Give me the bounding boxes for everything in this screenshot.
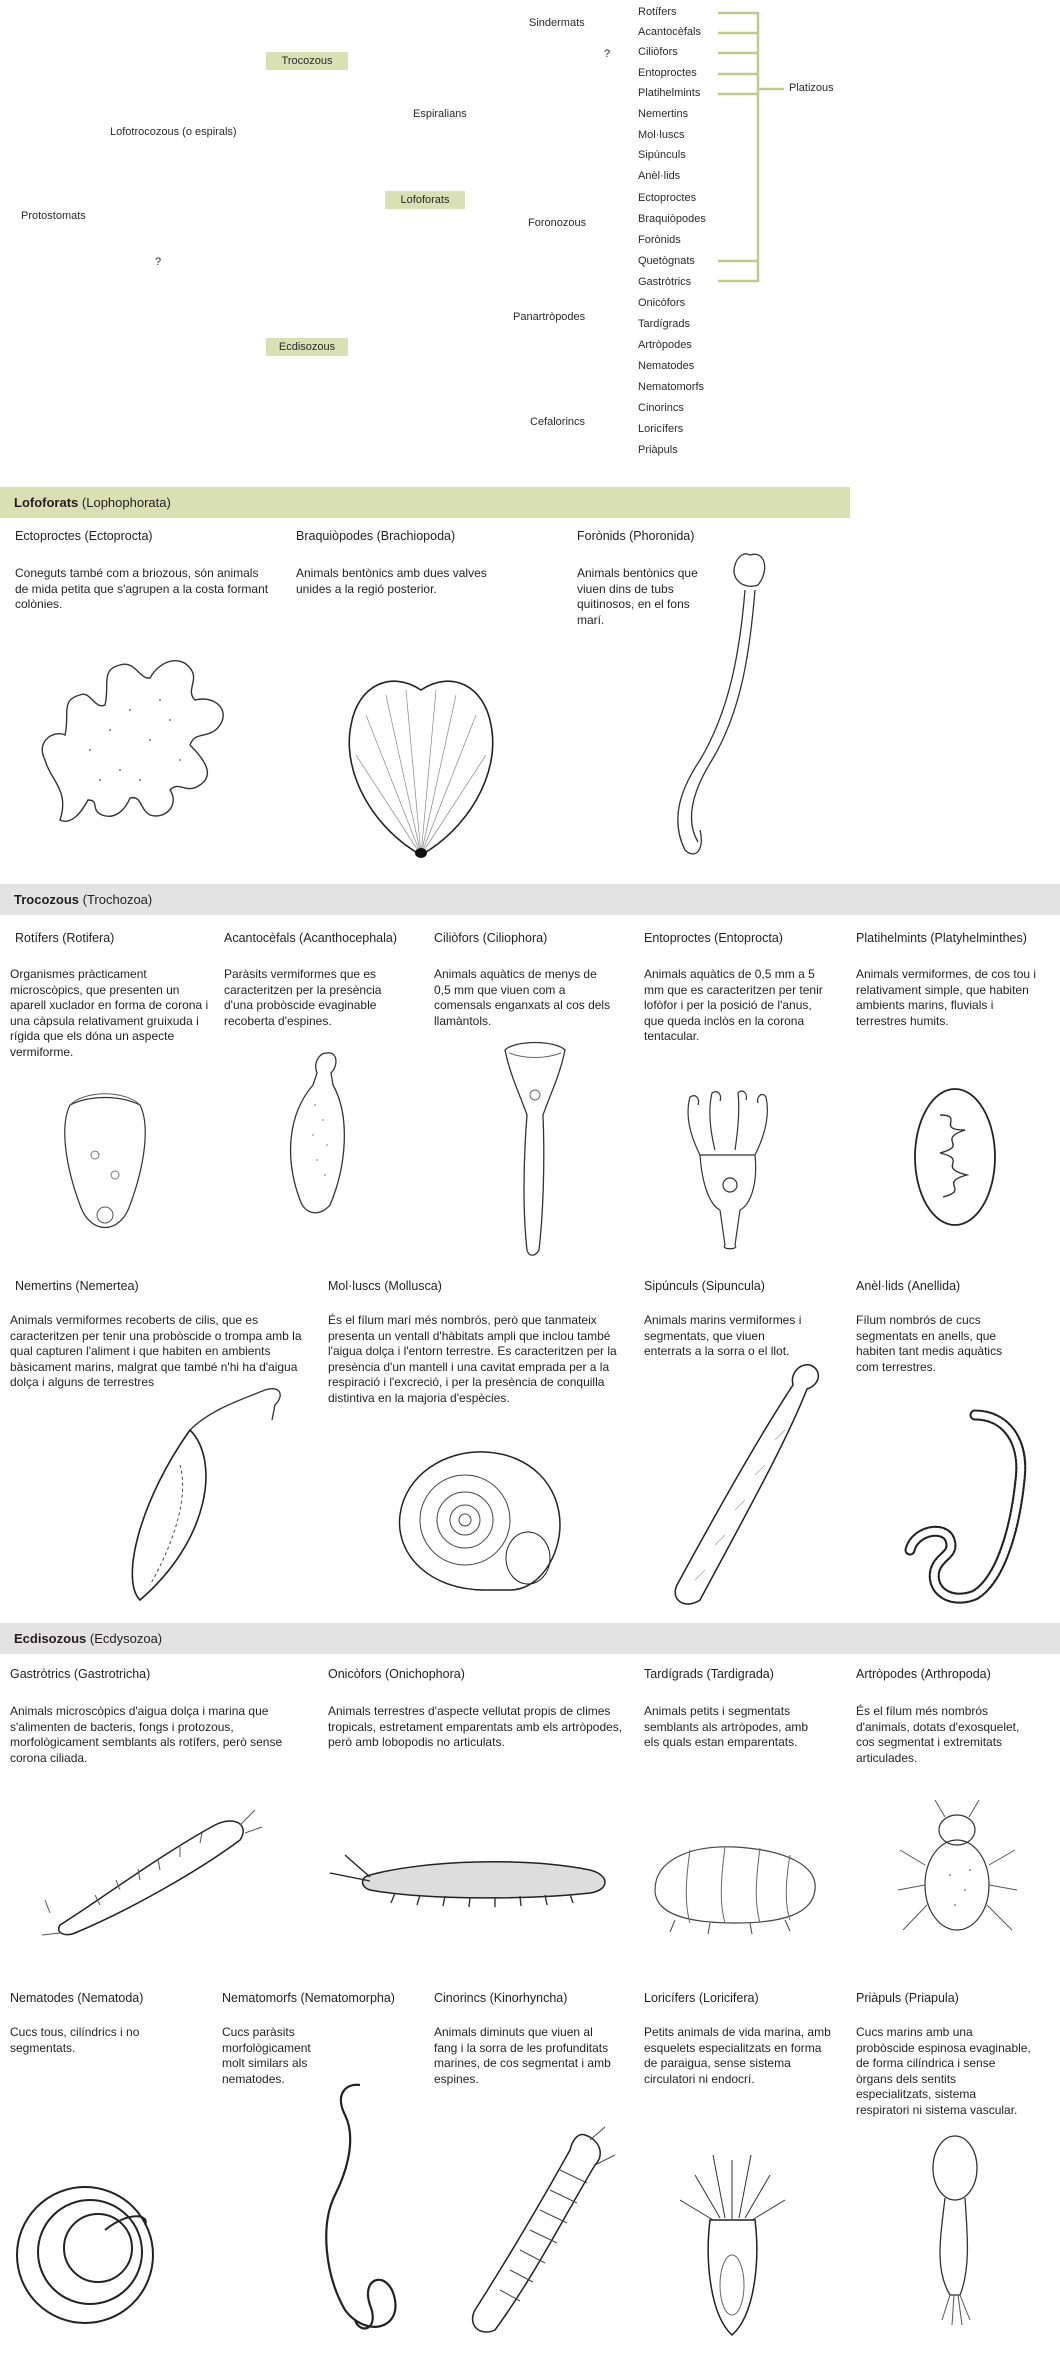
phylum-label: Artròpodes (638, 339, 692, 351)
species-title: Nemertins (Nemertea) (15, 1279, 139, 1293)
species-description: Animals terrestres d'aspecte vellutat propis de climes tropicals, estretament emparentats amb els artròpodes, però amb lobopodis no articulats. (328, 1704, 623, 1749)
species-title: Nematodes (Nematoda) (10, 1991, 144, 2005)
species-description: Paràsits vermiformes que es caracteritzen per la presència d'una probòscide evaginable recoberta d'espines. (224, 967, 382, 1028)
tardigrade-illustration (640, 1835, 830, 1935)
phylum-label: Mol·luscs (638, 129, 685, 141)
species-title: Sipúnculs (Sipuncula) (644, 1279, 765, 1293)
phylum-label: Entoproctes (638, 67, 697, 79)
node-protostomats: Protostomats (21, 210, 86, 222)
horsehair-worm-illustration (315, 2075, 415, 2340)
node-platizous: Platizous (789, 82, 834, 94)
phylum-label: Nematomorfs (638, 381, 705, 393)
species-description: Fílum nombrós de cucs segmentats en anells, que habiten tant medis aquàtics com terrestres. (856, 1313, 1003, 1374)
species-description: Cucs marins amb una probòscide espinosa evaginable, de forma cilíndrica i sense òrgans dels sentits especialitzats, sistema respiratori ni sistema vascular. (856, 2025, 1031, 2117)
node-trocozous: Trocozous (266, 52, 348, 70)
species-description: Animals vermiformes, de cos tou i relativament simple, que habiten ambients marins, fluvials i terrestres humits. (856, 967, 1037, 1028)
tree-question-mark: ? (155, 256, 162, 268)
species-description: Petits animals de vida marina, amb esquelets especialitzats en forma de paraigua, sense sistema circulatori ni endocrí. (644, 2025, 831, 2086)
node-panartropodes: Panartròpodes (513, 311, 586, 323)
species-title: Acantocèfals (Acanthocephala) (224, 931, 398, 945)
flatworm-illustration (905, 1085, 1005, 1230)
gastrotrich-illustration (40, 1795, 265, 1940)
species-title: Loricífers (Loricifera) (644, 1991, 759, 2005)
brachiopod-illustration (336, 655, 506, 865)
section-title: Trocozous (14, 892, 80, 907)
species-description: Animals diminuts que viuen al fang i la sorra de les profunditats marines, de cos segmentat i amb espines. (434, 2025, 611, 2086)
species-title: Onicòfors (Onichophora) (328, 1667, 465, 1681)
species-description: Animals microscòpics d'aigua dolça i marina que s'alimenten de bacteris, fongs i protozous, morfològicament semblants als rotífers, però sense corona ciliada. (10, 1704, 283, 1765)
species-description: Animals bentònics que viuen dins de tubs quitinosos, en el fons marí. (577, 566, 698, 627)
section-latin: (Ecdysozoa) (89, 1631, 163, 1646)
species-title: Priàpuls (Priapula) (856, 1991, 959, 2005)
species-title: Rotífers (Rotifera) (15, 931, 115, 945)
species-title: Ectoproctes (Ectoprocta) (15, 529, 153, 543)
phylum-label: Platihelmints (638, 87, 701, 99)
species-title: Platihelmints (Platyhelminthes) (856, 931, 1027, 945)
phylum-label: Tardígrads (638, 318, 690, 330)
species-title: Ciliòfors (Ciliophora) (434, 931, 548, 945)
phylum-label: Anèl·lids (638, 170, 681, 182)
node-ecdisozous: Ecdisozous (266, 338, 348, 356)
node-foronozous: Foronozous (528, 217, 587, 229)
section-header-ecdisozous (0, 1623, 1060, 1654)
section-header-trocozous (0, 884, 1060, 915)
section-header-lofoforats (0, 487, 850, 518)
species-description: Animals bentònics amb dues valves unides a la regió posterior. (296, 566, 487, 596)
tree-question-mark: ? (604, 48, 611, 60)
node-espiralians: Espiralians (413, 108, 467, 120)
phylum-label: Ectoproctes (638, 192, 697, 204)
species-description: Animals aquàtics de menys de 0,5 mm que viuen com a comensals enganxats al cos dels llamàntols. (434, 967, 611, 1028)
species-description: Animals marins vermiformes i segmentats, que viuen enterrats a la sorra o el llot. (644, 1313, 802, 1358)
annelid-illustration (895, 1400, 1035, 1610)
kinorhynch-illustration (455, 2125, 625, 2340)
phylum-label: Priàpuls (638, 444, 678, 456)
species-description: Animals aquàtics de 0,5 mm a 5 mm que es caracteritzen per tenir lofòfor i per la posició de l'anus, que queda inclòs en la corona tentacular. (644, 967, 823, 1043)
phylum-label: Onicòfors (638, 297, 686, 309)
phylum-label: Gastròtrics (638, 276, 692, 288)
species-title: Braquiòpodes (Brachiopoda) (296, 529, 456, 543)
snail-shell-illustration (390, 1440, 575, 1600)
phylum-label: Quetògnats (638, 255, 695, 267)
species-description: És el fílum marí més nombrós, però que tanmateix presenta un ventall d'hàbitats ampli que inclou també l'aigua dolça i l'entorn terrestre. Es caracteritzen per la presència d'un mantell i una cavitat emprada per a la respiració i l'excreció, i per la presència de conquilla distintiva en la majoria d'espècies. (328, 1313, 617, 1405)
phylum-label: Sipúnculs (638, 149, 686, 161)
phylum-label: Rotífers (638, 6, 677, 18)
species-title: Forònids (Phoronida) (577, 529, 695, 543)
acanthocephalan-illustration (275, 1045, 355, 1220)
species-description: Animals vermiformes recoberts de cilis, que es caracteritzen per tenir una probòscide o trompa amb la qual capturen l'aliment i que habiten en ambients bàsicament marins, malgrat que també n'hi ha d'aigua dolça i alguns de terrestres (10, 1313, 302, 1389)
priapulid-illustration (910, 2130, 1000, 2330)
nemertean-illustration (100, 1380, 290, 1610)
node-cefalorincs: Cefalorincs (530, 416, 586, 428)
phylum-label: Nematodes (638, 360, 695, 372)
phylum-label: Loricífers (638, 423, 684, 435)
species-description: És el fílum més nombrós d'animals, dotats d'exosquelet, cos segmentat i extremitats articulades. (856, 1704, 1020, 1765)
phylum-label: Forònids (638, 234, 681, 246)
phylum-label: Braquiòpodes (638, 213, 706, 225)
node-lofoforats: Lofoforats (385, 191, 465, 209)
species-description: Coneguts també com a briozous, són animals de mida petita que s'agrupen a la costa formant colònies. (15, 566, 269, 611)
species-title: Anèl·lids (Anellida) (856, 1279, 961, 1293)
species-title: Artròpodes (Arthropoda) (856, 1667, 991, 1681)
bryozoan-illustration (30, 650, 240, 830)
species-title: Tardígrads (Tardigrada) (644, 1667, 774, 1681)
species-description: Organismes pràcticament microscòpics, que presenten un aparell xuclador en forma de corona i una càpsula relativament gruixuda i rígida que els dóna un aspecte vermiforme. (10, 967, 209, 1059)
species-title: Nematomorfs (Nematomorpha) (222, 1991, 395, 2005)
entoproct-illustration (680, 1085, 780, 1260)
phylum-label: Cinorincs (638, 402, 684, 414)
phoronid-illustration (650, 530, 780, 860)
species-title: Mol·luscs (Mollusca) (328, 1279, 442, 1293)
phylum-label: Ciliòfors (638, 46, 678, 58)
section-latin: (Trochozoa) (82, 892, 153, 907)
species-description: Animals petits i segmentats semblants als artròpodes, amb els quals estan emparentats. (644, 1704, 809, 1749)
phylum-label: Nemertins (638, 108, 689, 120)
species-description: Cucs paràsits morfològicament molt similars als nematodes. (222, 2025, 311, 2086)
velvet-worm-illustration (325, 1845, 615, 1920)
arthropod-illustration (895, 1795, 1020, 1950)
rotifer-illustration (50, 1085, 160, 1245)
species-title: Cinorincs (Kinorhyncha) (434, 1991, 568, 2005)
platizous-bracket (718, 8, 788, 293)
section-title: Ecdisozous (14, 1631, 87, 1646)
species-description: Cucs tous, cilíndrics i no segmentats. (10, 2025, 140, 2055)
nematode-illustration (10, 2170, 160, 2340)
cycliophoran-illustration (495, 1035, 575, 1260)
sipunculan-illustration (665, 1355, 830, 1615)
section-title: Lofoforats (14, 495, 79, 510)
phylum-label: Acantocèfals (638, 26, 701, 38)
section-latin: (Lophophorata) (81, 495, 171, 510)
loriciferan-illustration (675, 2140, 790, 2340)
node-sindermats: Sindermats (529, 17, 585, 29)
species-title: Entoproctes (Entoprocta) (644, 931, 783, 945)
species-title: Gastròtrics (Gastrotricha) (10, 1667, 151, 1681)
node-lofotrocozous: Lofotrocozous (o espirals) (110, 126, 237, 138)
